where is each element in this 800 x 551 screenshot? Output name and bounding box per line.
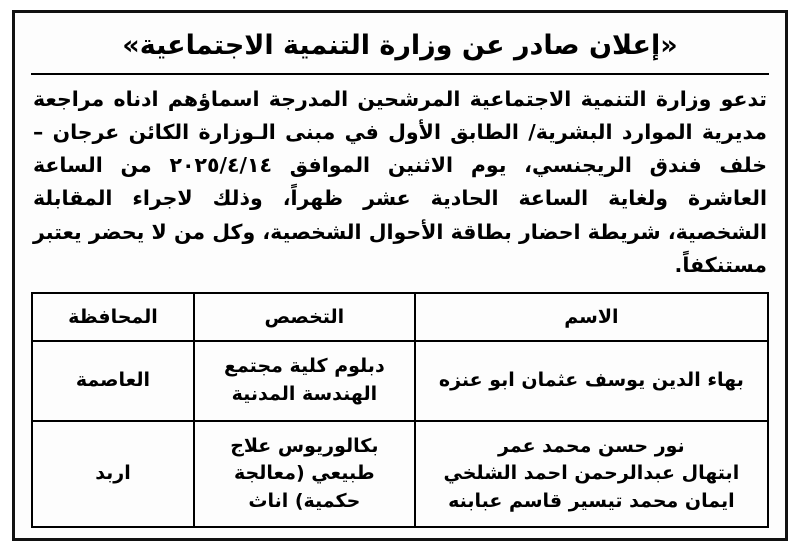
cell-major [194,421,415,527]
major-line: دبلوم كلية مجتمع [223,355,385,378]
announcement-sheet [12,10,788,541]
candidate-name: ابتهال عبدالرحمن احمد الشلخي [443,462,740,485]
divider [31,73,769,75]
column-header-name: الاسم [415,293,768,341]
table-header-row [32,293,768,341]
cell-names [415,421,768,527]
column-header-major: التخصص [194,293,415,341]
major-line: الهندسة المدنية [231,382,378,405]
cell-major [194,341,415,421]
major-line: حكمية) اناث [248,489,361,512]
table-row [32,421,768,527]
major-line: طبيعي (معالجة [234,462,375,485]
announcement-body: تدعو وزارة التنمية الاجتماعية المرشحين المدرجة اسماؤهم ادناه مراجعة مديرية الموارد البشرية/ الطابق الأول في مبنى الـوزارة الكائن عرجان – خلف فندق الريجنسي، يوم الاثنين الموافق ٢٠٢٥/٤/١٤ من الساعة العاشرة ولغاية الساعة الحادية عشر ظهراً، وذلك لاجراء المقابلة الشخصية، شريطة احضار بطاقة الأحوال الشخصية، وكل من لا يحضر يعتبر مستنكفاً. [33,86,767,277]
candidate-name: بهاء الدين يوسف عثمان ابو عنزه [438,369,744,392]
candidate-name: ايمان محمد تيسير قاسم عبابنه [448,489,735,512]
cell-governorate: العاصمة [32,341,194,421]
announcement-headline: «إعلان صادر عن وزارة التنمية الاجتماعية» [122,30,678,61]
column-header-governorate: المحافظة [32,293,194,341]
cell-governorate: اربد [32,421,194,527]
candidate-name: نور حسن محمد عمر [498,434,685,457]
table-row [32,341,768,421]
cell-names [415,341,768,421]
candidates-table [31,292,769,528]
major-line: بكالوريوس علاج [230,434,379,457]
